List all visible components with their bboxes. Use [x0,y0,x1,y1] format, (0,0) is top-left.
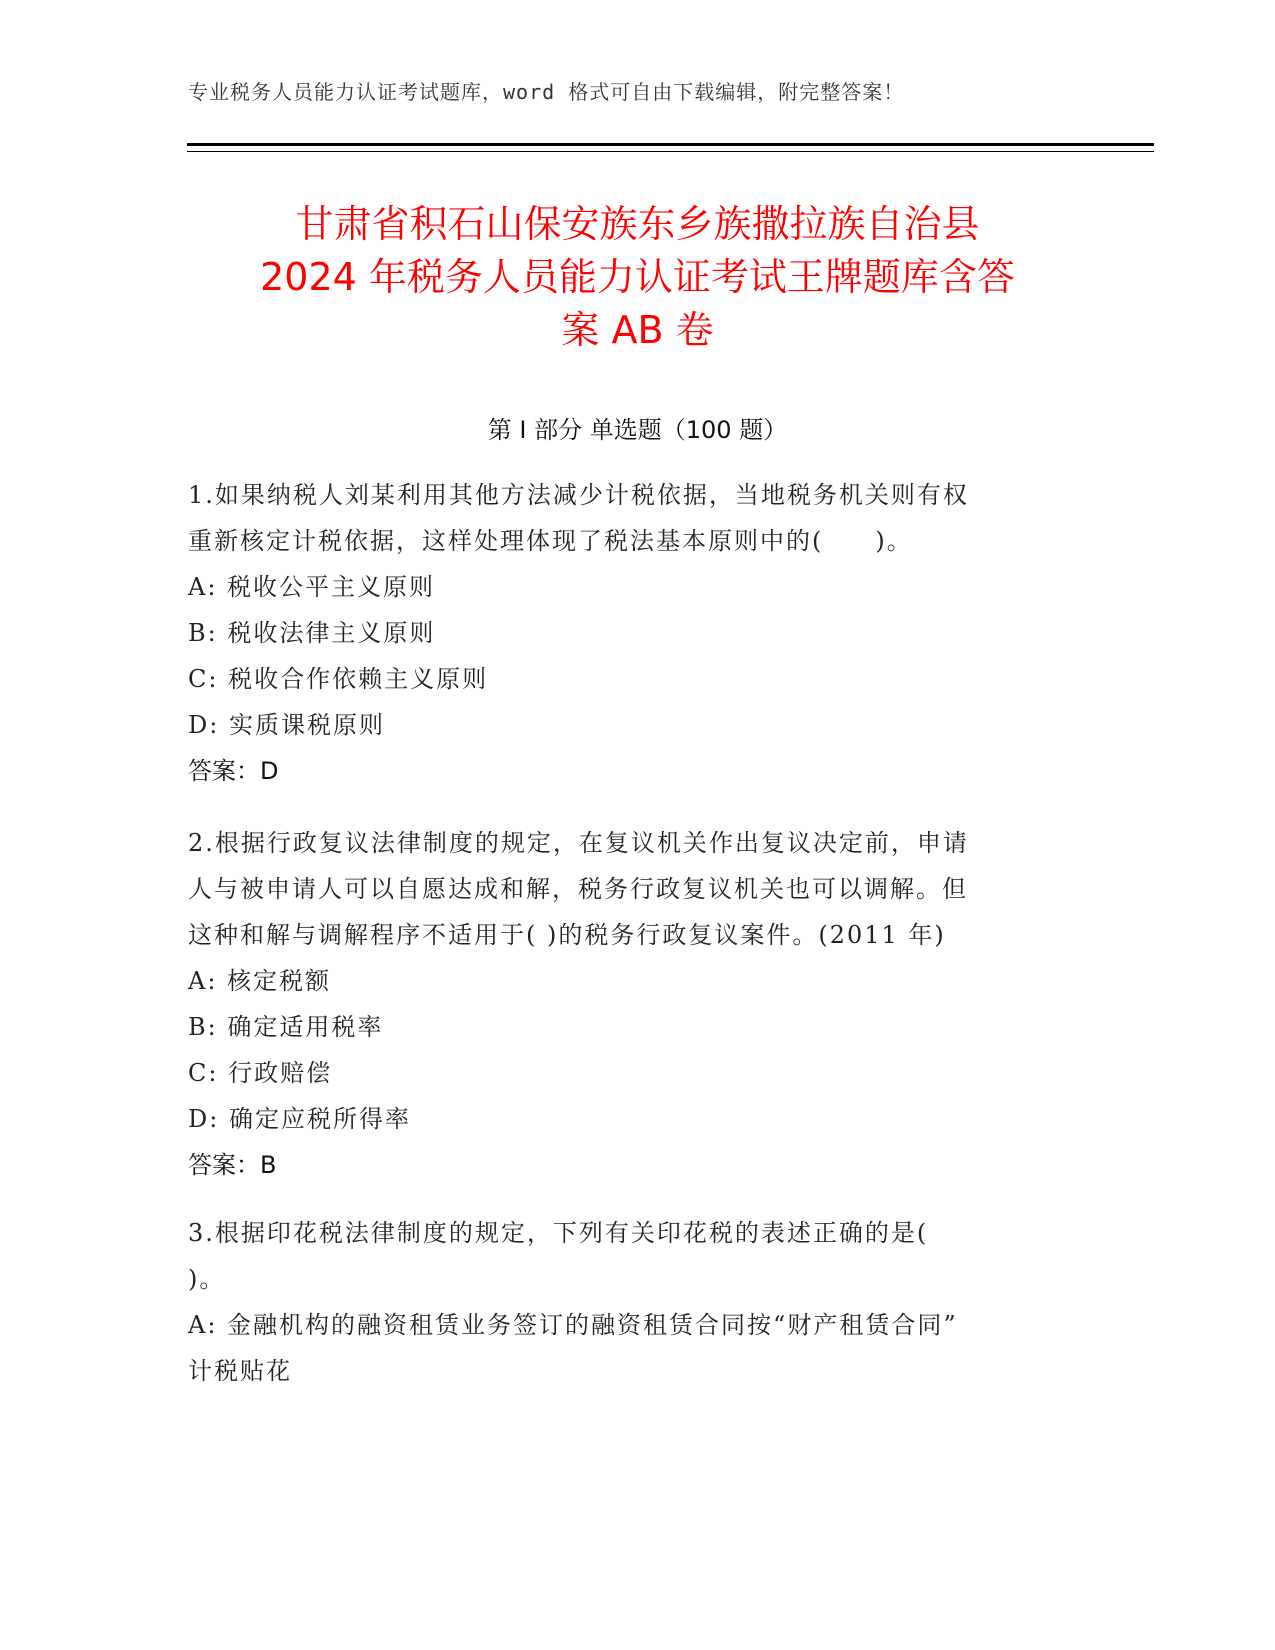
question-stem-line: 重新核定计税依据，这样处理体现了税法基本原则中的( )。 [188,527,913,555]
option-c: C: 税收合作依赖主义原则 [188,665,489,693]
option-a: A: 税收公平主义原则 [188,573,436,601]
question-stem-line: 2.根据行政复议法律制度的规定，在复议机关作出复议决定前，申请 [188,829,969,857]
header-rule-thick [187,143,1154,146]
option-a: A: 核定税额 [188,967,332,995]
question-2 [188,820,1068,1188]
option-d: D: 实质课税原则 [188,711,385,739]
option-b: B: 税收法律主义原则 [188,619,436,647]
question-stem-line: 人与被申请人可以自愿达成和解，税务行政复议机关也可以调解。但 [188,875,968,903]
question-3 [188,1210,1068,1394]
option-c: C: 行政赔偿 [188,1059,333,1087]
header-rule-thin [187,151,1154,152]
document-title [150,198,1125,357]
question-stem-line: 3.根据印花税法律制度的规定，下列有关印花税的表述正确的是( [188,1219,929,1247]
question-stem-line: 这种和解与调解程序不适用于( )的税务行政复议案件。(2011 年) [188,921,946,949]
section-heading: 第 I 部分 单选题（100 题） [487,416,788,444]
header-note: 专业税务人员能力认证考试题库，word 格式可自由下载编辑，附完整答案！ [188,80,905,104]
title-line-1: 甘肃省积石山保安族东乡族撒拉族自治县 [295,202,980,246]
title-line-2: 2024 年税务人员能力认证考试王牌题库含答 [260,255,1015,299]
option-a-continuation: 计税贴花 [188,1357,292,1385]
option-b: B: 确定适用税率 [188,1013,384,1041]
question-stem-line: 1.如果纳税人刘某利用其他方法减少计税依据，当地税务机关则有权 [188,481,969,509]
question-stem-line: )。 [188,1265,226,1293]
title-line-3: 案 AB 卷 [561,308,714,352]
question-1 [188,472,1068,794]
option-a: A: 金融机构的融资租赁业务签订的融资租赁合同按“财产租赁合同” [188,1311,958,1339]
answer: 答案：B [188,1151,277,1179]
answer: 答案：D [188,757,279,785]
option-d: D: 确定应税所得率 [188,1105,411,1133]
